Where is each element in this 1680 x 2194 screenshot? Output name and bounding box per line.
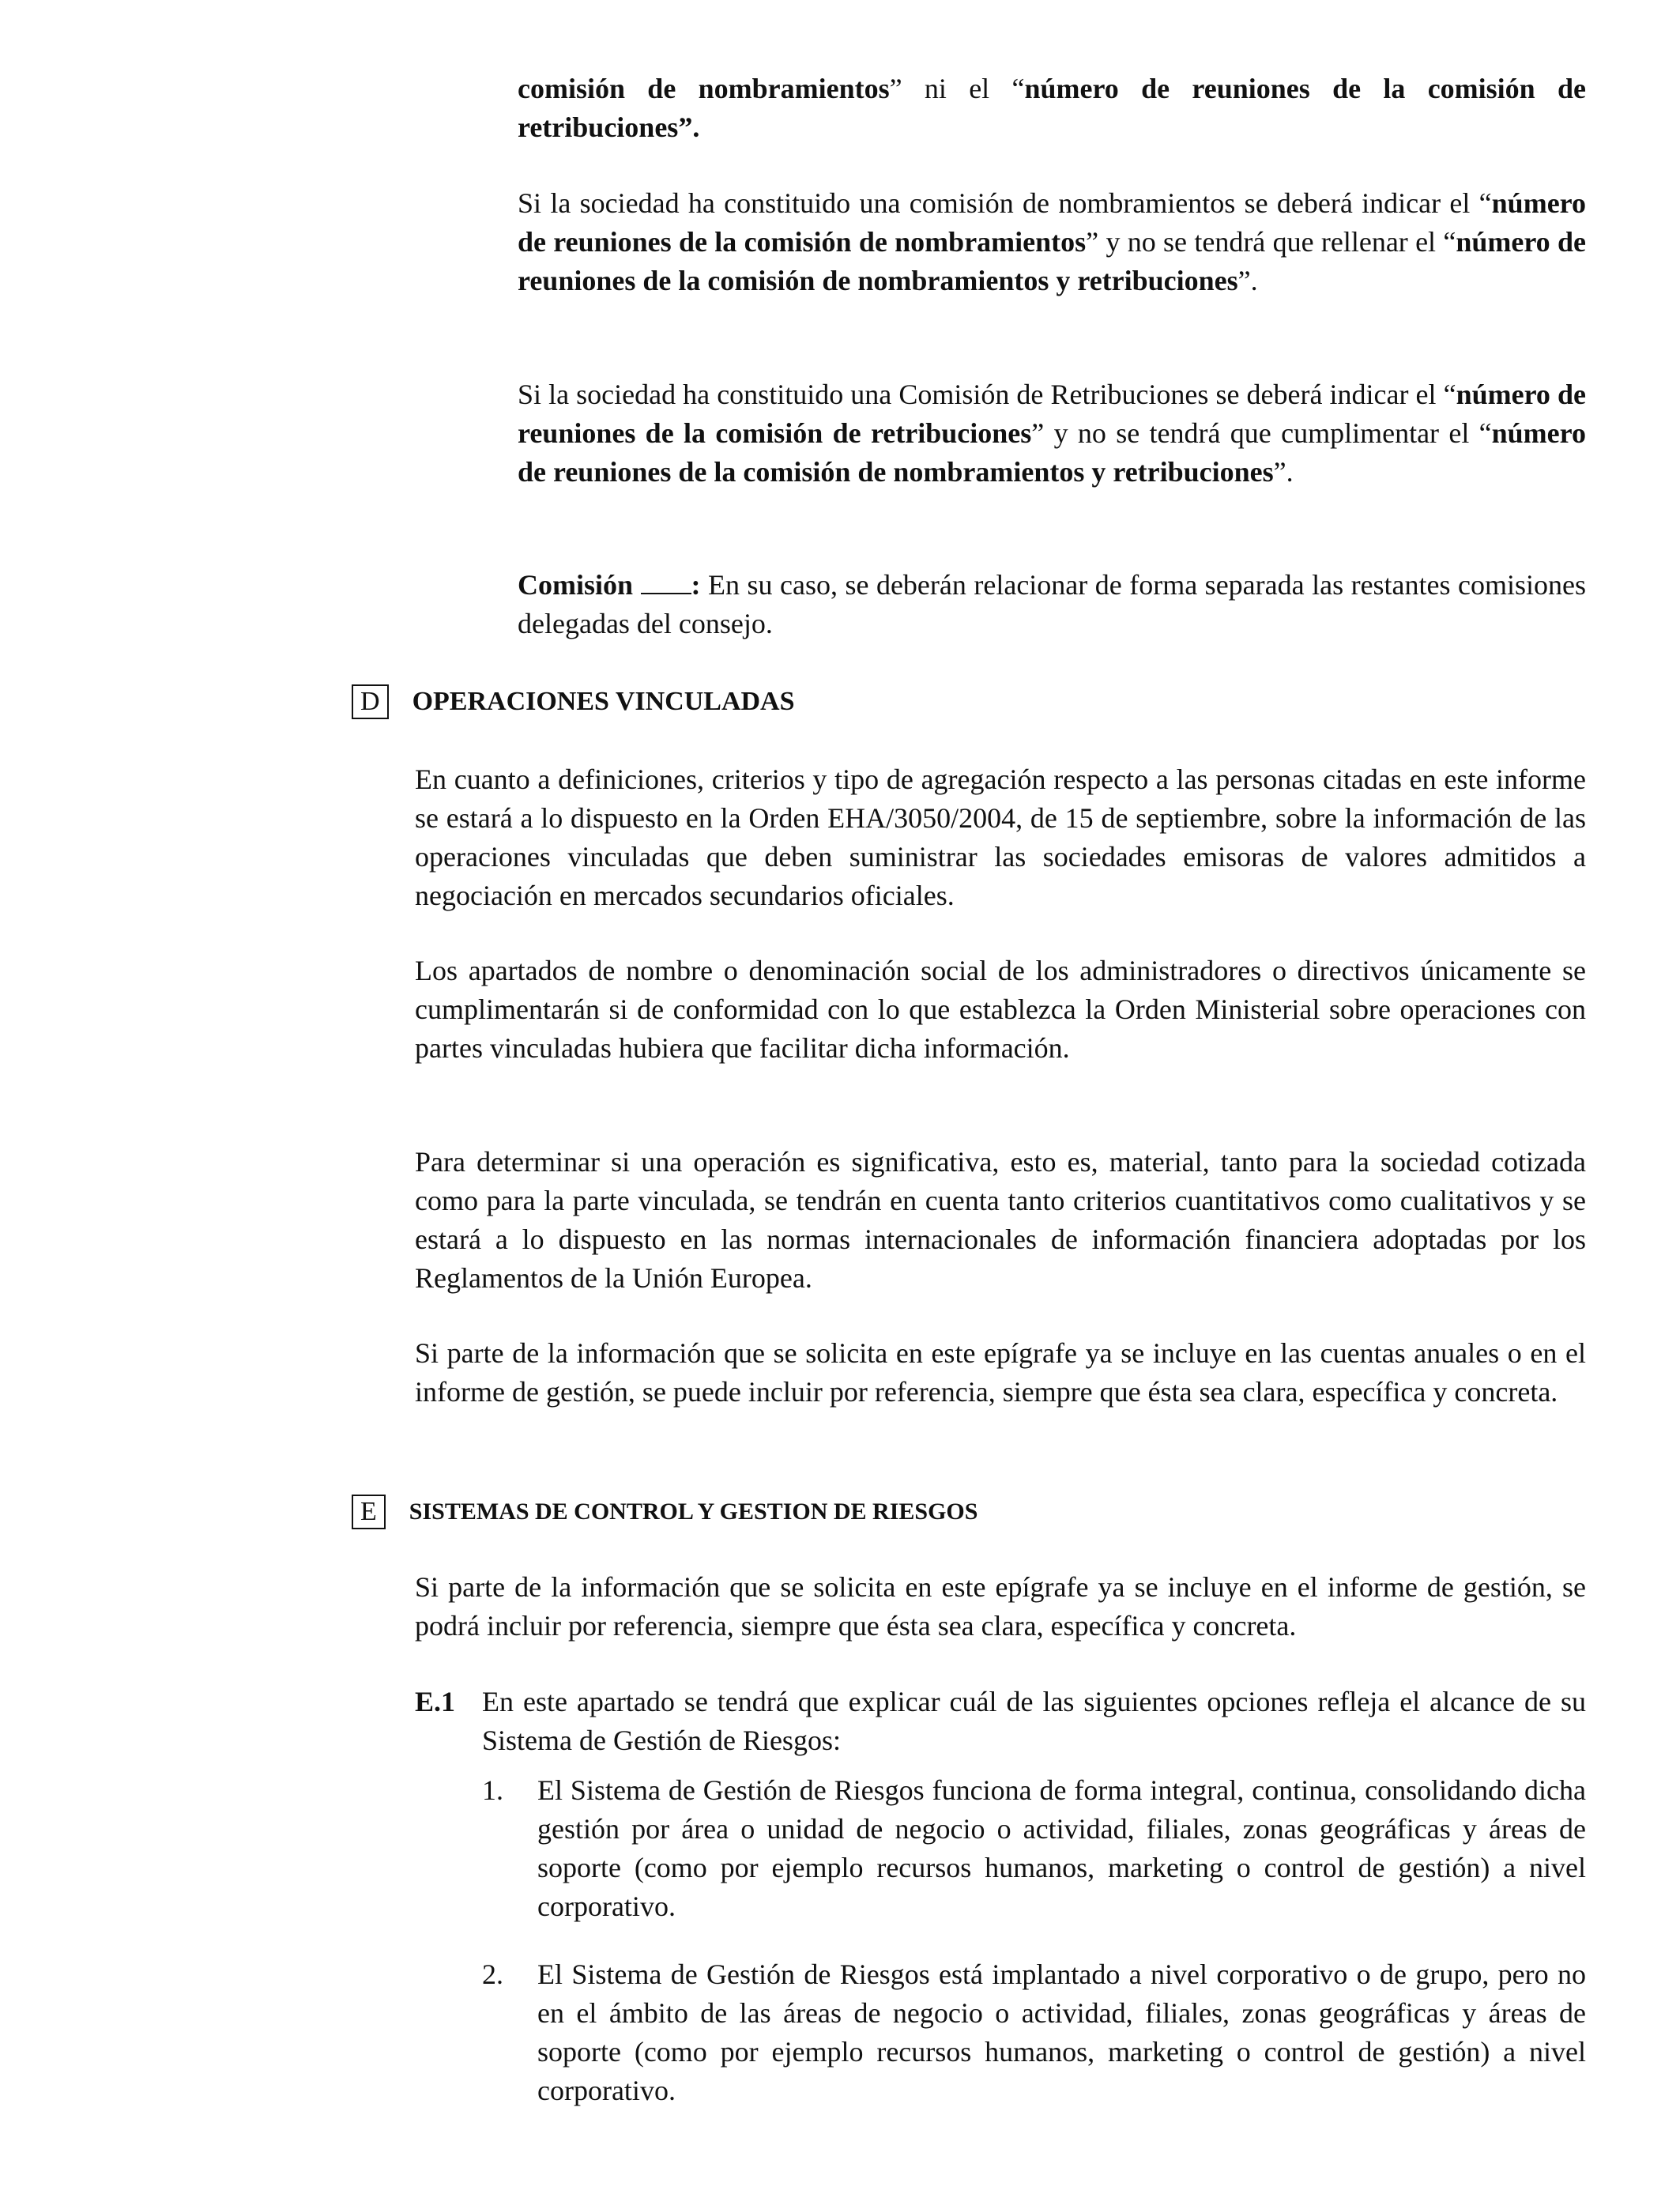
section-title: OPERACIONES VINCULADAS — [412, 687, 795, 716]
text: ”. — [678, 111, 700, 143]
section-title: SISTEMAS DE CONTROL Y GESTION DE RIESGOS — [409, 1498, 978, 1525]
option-text: El Sistema de Gestión de Riesgos funciona de forma integral, continua, consolidando dicha gestión por área o unidad de negocio o actividad, filiales, zonas geográficas y áreas de soporte (como por ejemplo recursos humanos, marketing o control de gestión) a nivel corporativo. — [537, 1774, 1586, 1922]
bold-text: número de reuniones de la comisión de retribuciones — [518, 379, 1587, 449]
text: ” y no se tendrá que rellenar el “ — [1086, 226, 1456, 258]
e1-item — [415, 1683, 1586, 1760]
item-text: En este apartado se tendrá que explicar cuál de las siguientes opciones refleja el alcance de su Sistema de Gestión de Riesgos: — [482, 1686, 1586, 1756]
text: : — [691, 569, 701, 601]
bold-text: número de reuniones de la comisión de nombramientos — [518, 187, 1586, 258]
option-item — [482, 1771, 1586, 1926]
option-text: El Sistema de Gestión de Riesgos está implantado a nivel corporativo o de grupo, pero no en el ámbito de las áreas de negocio o actividad, filiales, zonas geográficas y áreas de soporte (como por ejemplo recursos humanos, marketing o control de gestión) a nivel corporativo. — [537, 1958, 1586, 2106]
comisiones-paragraph-0 — [518, 70, 1586, 147]
blank-line — [641, 567, 691, 594]
section-d-paragraph: En cuanto a definiciones, criterios y tipo de agregación respecto a las personas citadas en este informe se estará a lo dispuesto en la Orden EHA/3050/2004, de 15 de septiembre, sobre la información de las operaciones vinculadas que deben suministrar las sociedades emisoras de valores admitidos a negociación en mercados secundarios oficiales. — [415, 763, 1586, 911]
comisiones-paragraph-2 — [518, 375, 1586, 492]
item-label: E.1 — [415, 1686, 456, 1717]
section-d-heading — [352, 684, 795, 719]
comisiones-paragraph-1 — [518, 184, 1586, 300]
section-e-heading — [352, 1495, 977, 1529]
text: Si la sociedad ha constituido una comisión de nombramientos se deberá indicar el “ — [518, 187, 1492, 219]
bold-text: comisión de nombramientos — [518, 73, 890, 104]
section-e-intro: Si parte de la información que se solicita en este epígrafe ya se incluye en el informe de gestión, se podrá incluir por referencia, siempre que ésta sea clara, específica y concreta. — [415, 1571, 1586, 1642]
option-number: 1. — [482, 1774, 503, 1806]
text: ”. — [1237, 265, 1258, 296]
text: ” ni el “ — [889, 73, 1025, 104]
text: ”. — [1273, 456, 1294, 488]
option-number: 2. — [482, 1958, 503, 1990]
section-d-paragraph: Si parte de la información que se solicita en este epígrafe ya se incluye en las cuentas anuales o en el informe de gestión, se puede incluir por referencia, siempre que ésta sea clara, específica y concreta. — [415, 1337, 1586, 1408]
section-letter-box: E — [352, 1495, 386, 1529]
text: ” y no se tendrá que cumplimentar el “ — [1031, 417, 1492, 449]
comisiones-paragraph-3 — [518, 566, 1586, 643]
bold-text: número de reuniones de la comisión de nombramientos y retribuciones — [518, 226, 1586, 296]
section-d-paragraph: Para determinar si una operación es significativa, esto es, material, tanto para la sociedad cotizada como para la parte vinculada, se tendrán en cuenta tanto criterios cuantitativos como cualitativos y se estará a lo dispuesto en las normas internacionales de información financiera adoptadas por los Reglamentos de la Unión Europea. — [415, 1146, 1586, 1294]
bold-text: número de reuniones de la comisión de retribuciones — [518, 73, 1586, 143]
bold-text: Comisión — [518, 569, 634, 601]
text: En su caso, se deberán relacionar de forma separada las restantes comisiones delegadas del consejo. — [518, 569, 1587, 639]
text: Si la sociedad ha constituido una Comisión de Retribuciones se deberá indicar el “ — [518, 379, 1456, 410]
option-item — [482, 1955, 1586, 2110]
section-letter-box: D — [352, 684, 389, 719]
bold-text: número de reuniones de la comisión de nombramientos y retribuciones — [518, 417, 1586, 488]
section-d-paragraph: Los apartados de nombre o denominación social de los administradores o directivos únicamente se cumplimentarán si de conformidad con lo que establezca la Orden Ministerial sobre operaciones con partes vinculadas hubiera que facilitar dicha información. — [415, 955, 1586, 1064]
